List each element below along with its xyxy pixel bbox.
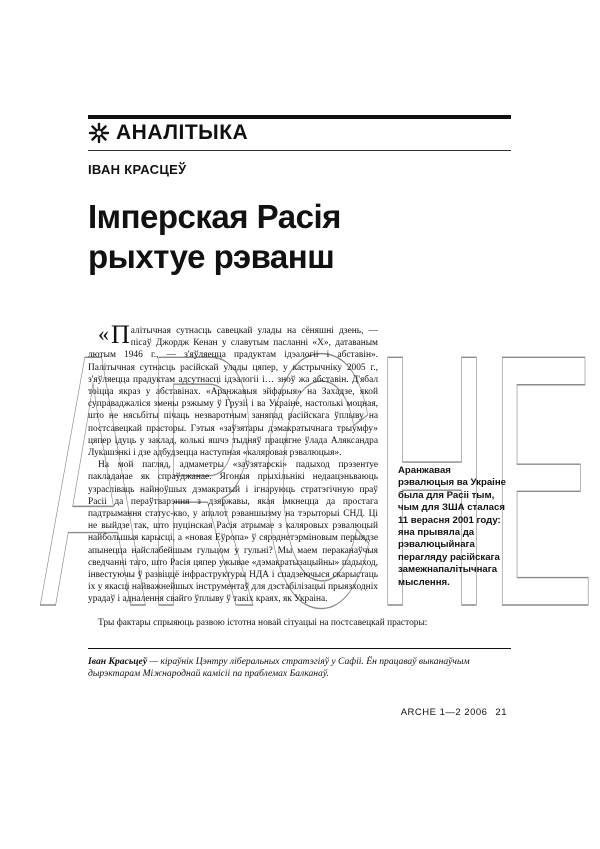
- article-author: ІВАН КРАСЦЕЎ: [88, 162, 187, 177]
- body-paragraph-2: На мой пагляд, адмаметры «заўзятарскі» падыход прэзентуе пакладанае як спраўджанае. Ягоныя прыхільнікі недаацэньваюць узрасліваць найноўшых дэмакратый і ігнаруюць стратэгічную праў Расіі да пераўтварэння з дзяржавы, якая імкнецца да простага падтрымання статус-кво, у апалот рэваншызму на тэрыторыі СНД. Ці не выйдзе так, што пуцінская Расія атрымае з каляровых рэвалюцый найбольшыя карысці, а «новая Еўропа» ў сярэднетэрміновым перыядзе апынецца найслабейшым гульцом у гульні? Мы маем пераканаўчыя сведчанні таго, што Расія цяпер ужывае «дэмакратызацыйны» падыход, інвестуючы ў развіццё інфраструктуры НДА і спадзеючыся скарыстаць іх у якасці найважнейшых інструментаў для дэстабілізацыі прыязходніх урадаў і адналення свайго ўплыву ў такіх краях, як Украіна.: [88, 460, 378, 605]
- section-divider: [88, 150, 511, 151]
- drop-cap: П: [111, 320, 130, 349]
- body-paragraph-1: « П алітычная сутнасць савецкай улады на сёняшні дзень, — пісаў Джордж Кенан у славутым пасланні «X», датаваным лютым 1946 г., — з'яўляецца прадуктам ідэалогіі і абставін». Палітычная сутнасць расійскай улады цяпер, у кастрычніку 2005 г., з'яўляецца прадуктам адсутнасці ідэалогіі і… зноў жа абставін. Д'ябал тоіцца якраз у абставінах. «Аранжавыя эйфарыя» на Захадзе, якой суправаджаліся змены рэжыму ў Грузіі і ва Украіне, настолькі моцная, што не нясьбіты пічаць незваротным заняпад расійскага ўплыву на постсавецкай прасторы. Гэтыя «заўзятары дэмакратычнага трыумфу» цяпер ідуць у заклад, колькі яшчэ тыдняў працягне ўлада Аляксандра Лукашэнкі і дзе адбудзецца наступная «каляровая рэвалюцыя».: [88, 320, 378, 459]
- page-folio: [392, 707, 507, 718]
- section-header: [88, 121, 248, 145]
- article-body-column: [88, 320, 378, 606]
- top-rule: [88, 115, 511, 119]
- body-paragraph-3: Тры фактары спрыяюць развою істотна новай сітуацыі на постсавецкай прасторы:: [98, 618, 428, 628]
- article-title: Імперская Расія рыхтуе рэванш: [88, 198, 341, 275]
- section-title: АНАЛІТЫКА: [116, 121, 249, 144]
- page-number: 21: [495, 707, 507, 718]
- asterisk-star-icon: [88, 122, 110, 144]
- author-footnote: [88, 656, 511, 681]
- pull-quote: Аранжавая рэвалюцыя ва Украіне была для Расіі тым, чым для ЗША сталася 11 верасня 2001 году: яна прывяла да рэвалюцыйнага перагляду расійскага замежнапалітычнага мыслення.: [398, 465, 506, 588]
- footnote-divider: [88, 648, 511, 649]
- footnote-text: — кіраўнік Цэнтру ліберальных стратэгіяў у Сафіі. Ён працаваў выканаўчым дырэктарам Міжнароднай камісіі па праблемах Балканаў.: [88, 656, 470, 680]
- opening-quote-mark: «: [98, 321, 109, 346]
- watermark-text: ARCHE: [40, 280, 595, 620]
- footnote-author-name: Іван Красьцеў: [88, 656, 148, 667]
- journal-issue: ARCHE 1—2 2006: [400, 707, 488, 718]
